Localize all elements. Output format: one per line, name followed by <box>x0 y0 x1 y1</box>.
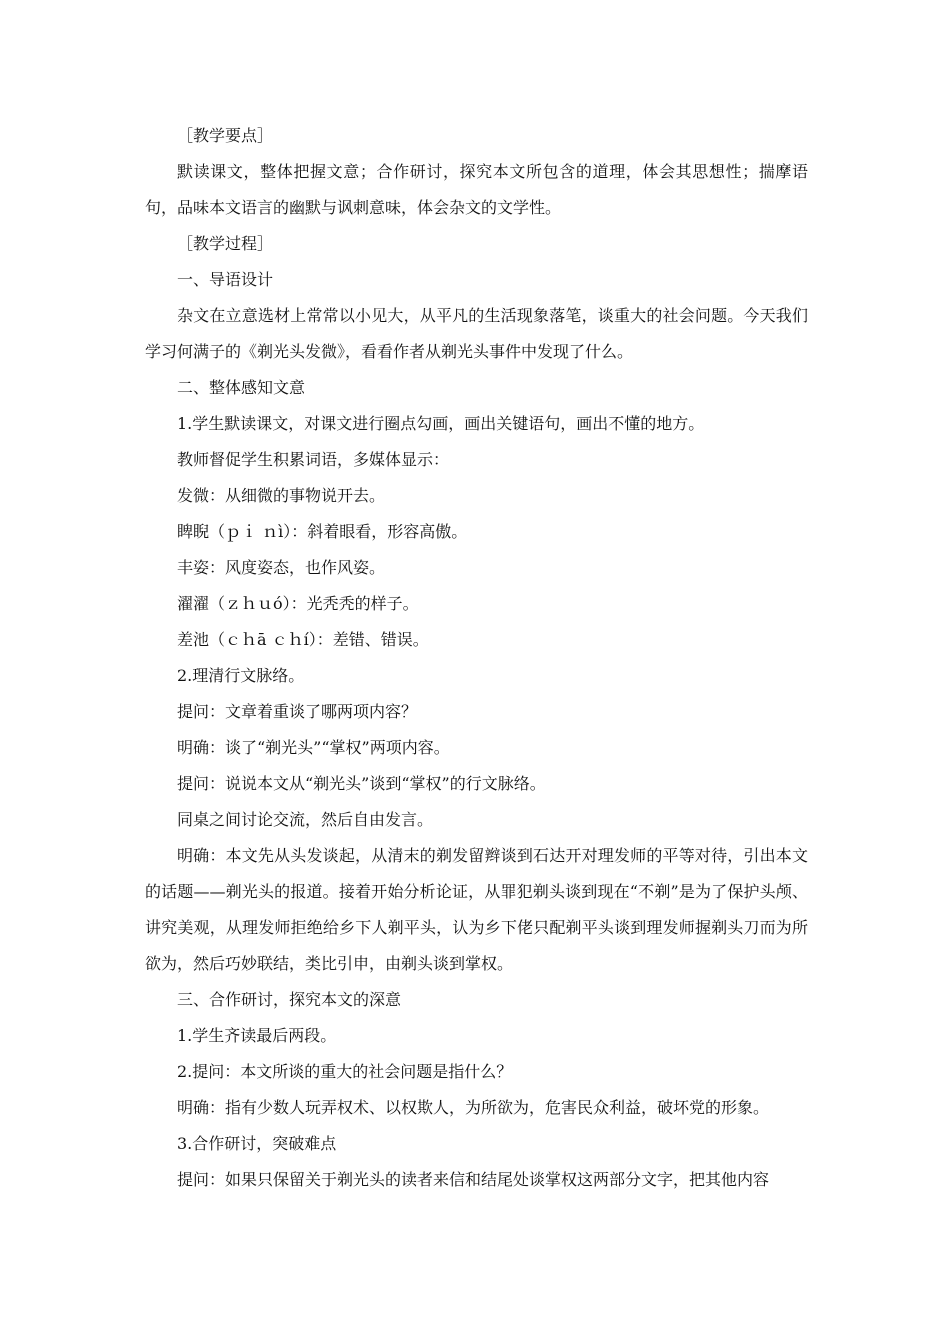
document-body <box>145 118 808 1198</box>
paragraph: 杂文在立意选材上常常以小见大，从平凡的生活现象落笔，谈重大的社会问题。今天我们学习何满子的《剃光头发微》，看看作者从剃光头事件中发现了什么。 <box>145 306 808 361</box>
paragraph: 同桌之间讨论交流，然后自由发言。 <box>177 810 434 829</box>
paragraph: 1.学生默读课文，对课文进行圈点勾画，画出关键语句，画出不懂的地方。 <box>177 414 705 433</box>
heading-teaching-points: ［教学要点］ <box>177 126 274 145</box>
vocab-item: 睥睨（ｐｉ ｎì）：斜着眼看，形容高傲。 <box>177 522 468 541</box>
paragraph: 2.理清行文脉络。 <box>177 666 305 685</box>
heading-teaching-process: ［教学过程］ <box>177 234 274 253</box>
paragraph: 提问：文章着重谈了哪两项内容？ <box>177 702 418 721</box>
paragraph: 明确：谈了“剃光头”“掌权”两项内容。 <box>177 738 450 757</box>
section-heading: 二、整体感知文意 <box>177 378 306 397</box>
section-heading: 三、合作研讨，探究本文的深意 <box>177 990 402 1009</box>
vocab-item: 差池（ｃｈā ｃｈí）：差错、错误。 <box>177 630 429 649</box>
paragraph: 提问：说说本文从“剃光头”谈到“掌权”的行文脉络。 <box>177 774 546 793</box>
paragraph: 3.合作研讨，突破难点 <box>177 1134 337 1153</box>
vocab-item: 发微：从细微的事物说开去。 <box>177 486 386 505</box>
paragraph: 明确：本文先从头发谈起，从清末的剃发留辫谈到石达开对理发师的平等对待，引出本文的话题——剃光头的报道。接着开始分析论证，从罪犯剃头谈到现在“不剃”是为了保护头颅、讲究美观，从理发师拒绝给乡下人剃平头，认为乡下佬只配剃平头谈到理发师握剃头刀而为所欲为，然后巧妙联结，类比引申，由剃头谈到掌权。 <box>145 846 808 973</box>
paragraph: 明确：指有少数人玩弄权术、以权欺人，为所欲为，危害民众利益，破坏党的形象。 <box>177 1098 770 1117</box>
vocab-item: 濯濯（ｚｈｕó）：光秃秃的样子。 <box>177 594 419 613</box>
paragraph: 提问：如果只保留关于剃光头的读者来信和结尾处谈掌权这两部分文字，把其他内容 <box>177 1170 770 1189</box>
paragraph: 1.学生齐读最后两段。 <box>177 1026 337 1045</box>
paragraph: 教师督促学生积累词语，多媒体显示： <box>177 450 450 469</box>
paragraph: 默读课文，整体把握文意；合作研讨，探究本文所包含的道理，体会其思想性；揣摩语句，品味本文语言的幽默与讽刺意味，体会杂文的文学性。 <box>145 162 808 217</box>
section-heading: 一、导语设计 <box>177 270 274 289</box>
vocab-item: 丰姿：风度姿态，也作风姿。 <box>177 558 386 577</box>
paragraph: 2.提问：本文所谈的重大的社会问题是指什么？ <box>177 1062 513 1081</box>
